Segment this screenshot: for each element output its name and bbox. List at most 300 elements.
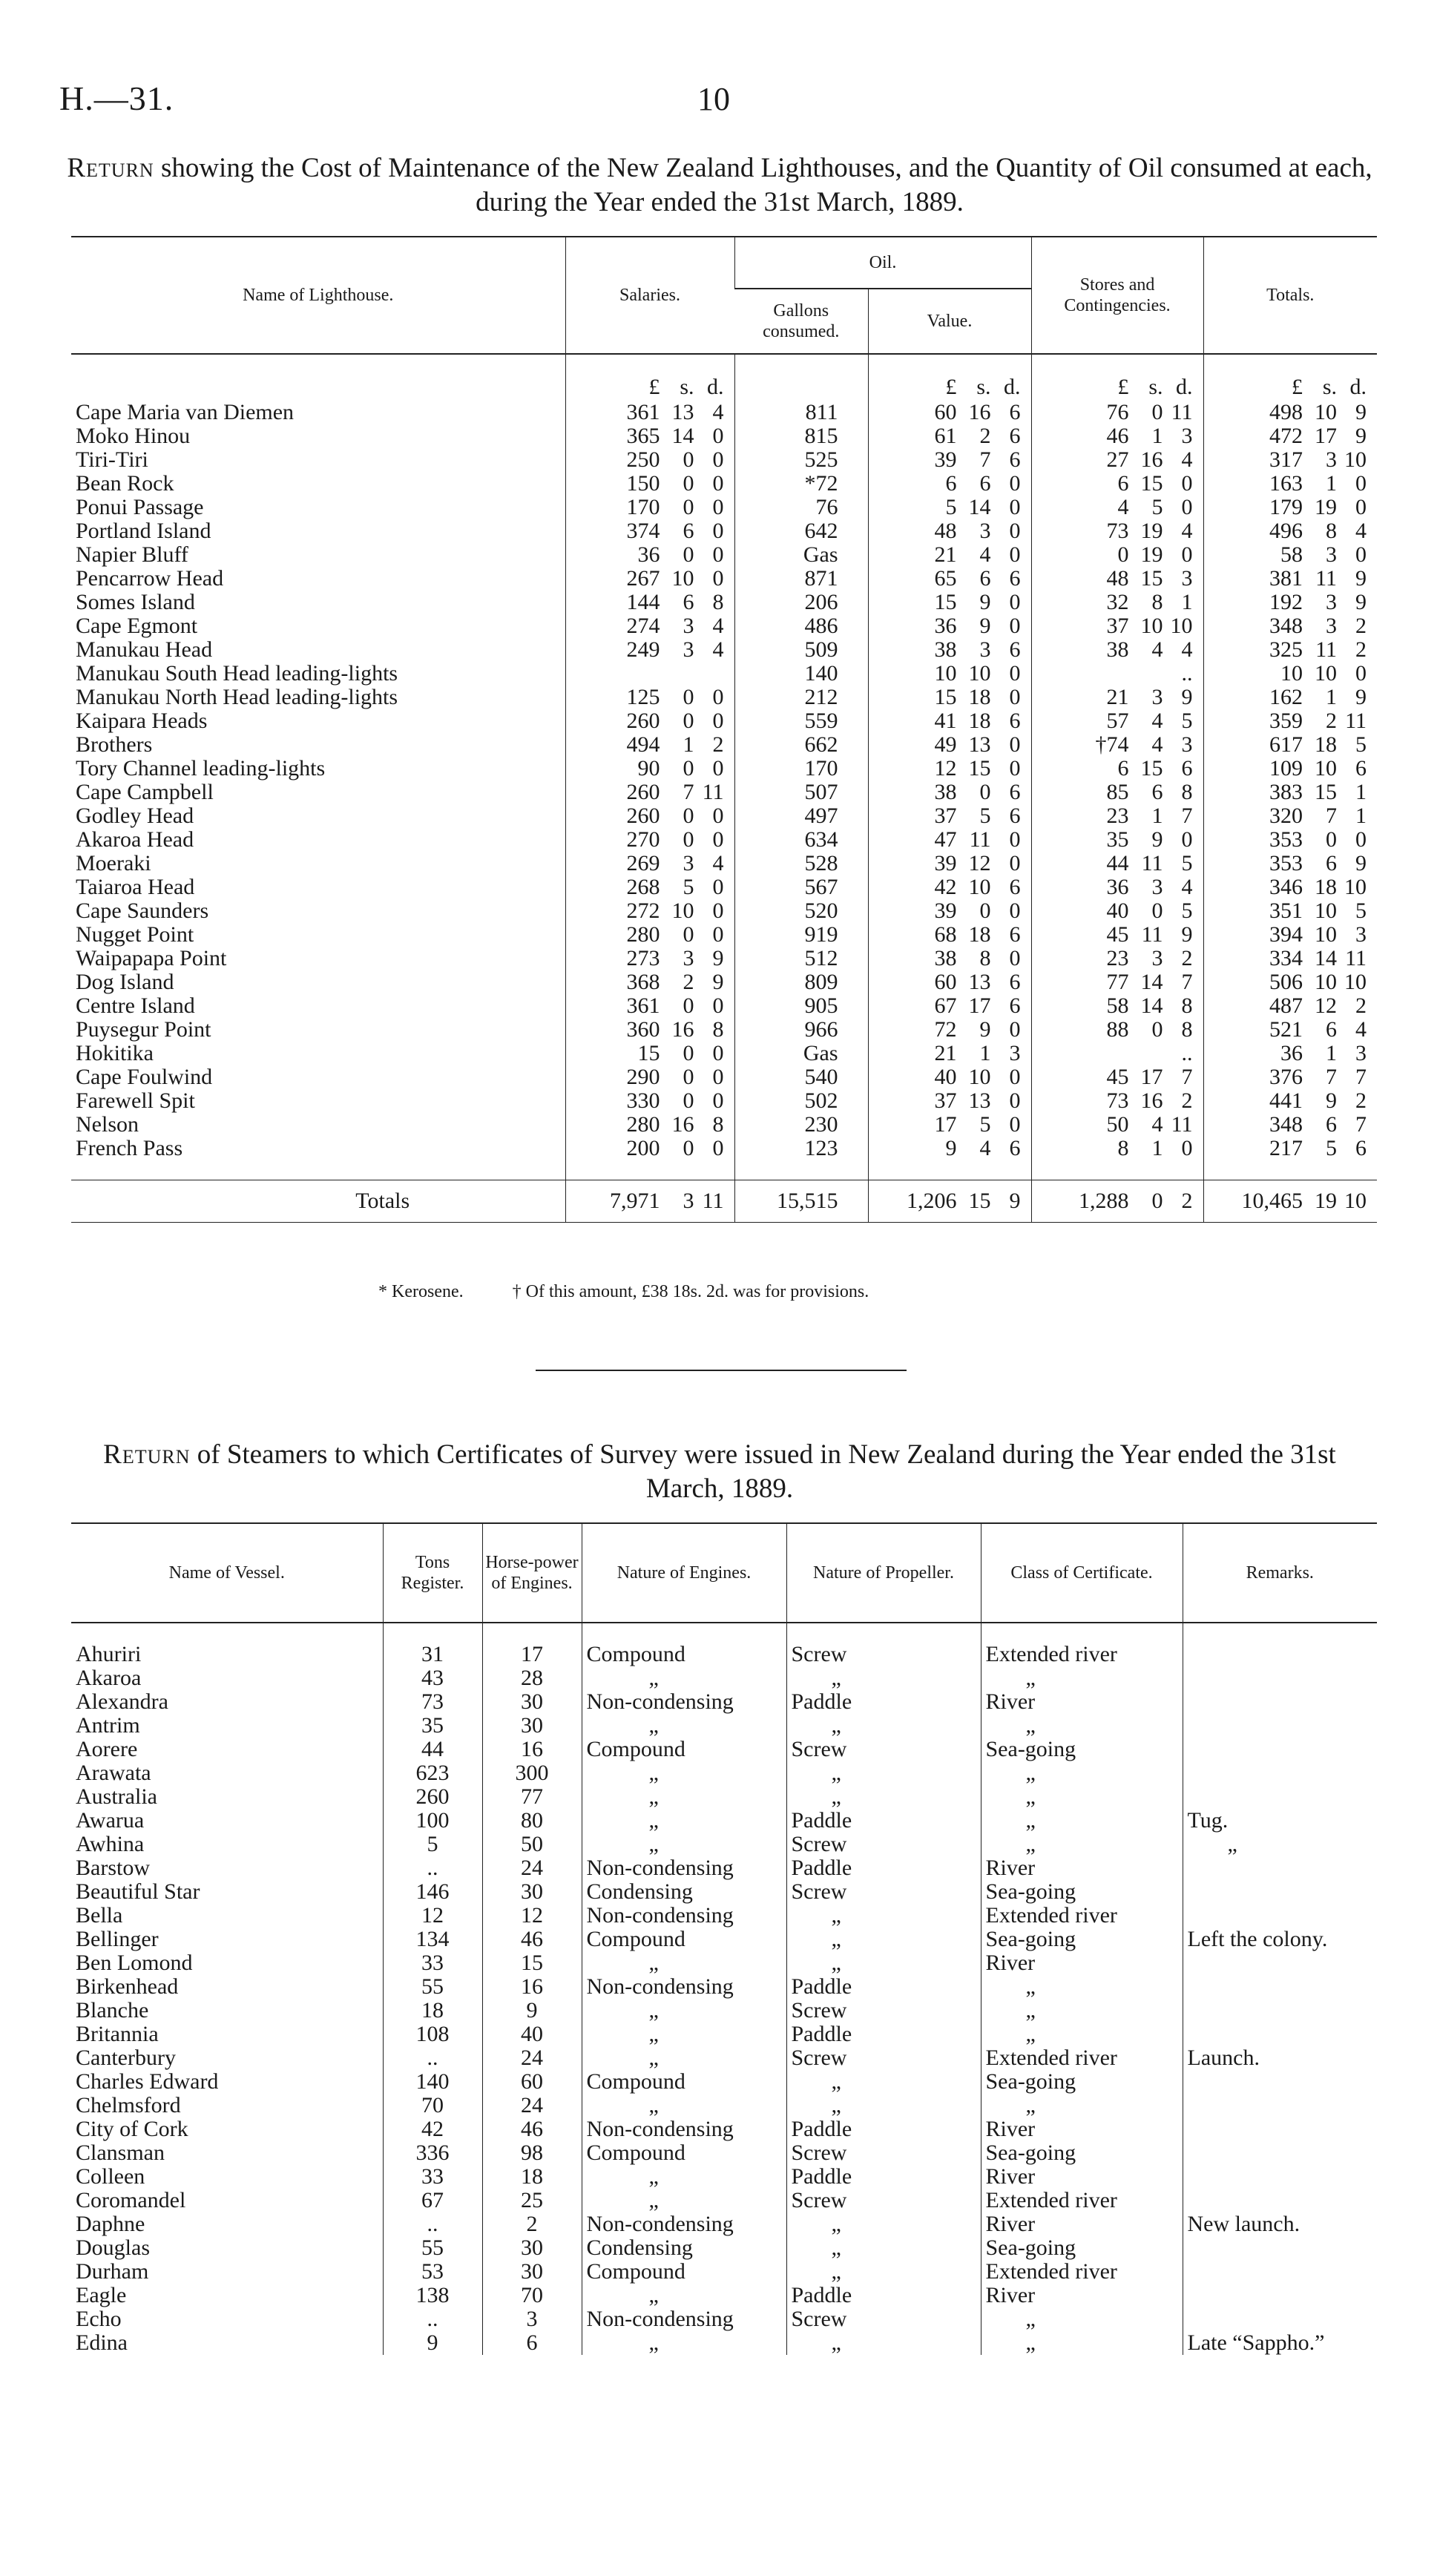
nature-engines: Condensing <box>582 1880 786 1904</box>
nature-propeller: „ <box>786 2070 981 2094</box>
money-part: 0 <box>712 519 724 543</box>
stores-value <box>1031 757 1203 781</box>
table-row <box>71 804 1377 828</box>
money-part: 0 <box>712 828 724 852</box>
vessel-name: Coromandel <box>76 2189 186 2212</box>
certificate-class: „ <box>981 2331 1183 2355</box>
salaries-value <box>565 923 734 947</box>
nature-propeller: Screw <box>786 1880 981 1904</box>
money-part: 60 <box>934 970 957 994</box>
table-row <box>71 448 1377 472</box>
money-part: 6 <box>1009 424 1021 448</box>
money-part: 0 <box>683 757 694 781</box>
money-part: 39 <box>934 899 957 923</box>
money-unit: £ <box>1292 375 1303 399</box>
tons-register: 12 <box>383 1904 482 1928</box>
money-part: 617 <box>1269 733 1303 757</box>
money-part: 50 <box>1106 1113 1129 1137</box>
money-part: 5 <box>1355 899 1367 923</box>
gallons-value: 634 <box>734 828 868 852</box>
remarks <box>1183 1785 1377 1809</box>
remarks <box>1183 1690 1377 1714</box>
money-part: 8 <box>712 1113 724 1137</box>
money-part: 2 <box>1181 947 1193 970</box>
oil-value <box>868 1113 1031 1137</box>
gallons-value: 567 <box>734 875 868 899</box>
salaries-value <box>565 709 734 733</box>
oil-value <box>868 614 1031 638</box>
tons-register: .. <box>383 2212 482 2236</box>
money-part: 4 <box>1181 875 1193 899</box>
nature-engines: „ <box>582 1951 786 1975</box>
money-part: 7 <box>1181 970 1193 994</box>
money-part: 5 <box>979 1113 991 1137</box>
salaries-value <box>565 1113 734 1137</box>
money-part: 0 <box>712 1137 724 1160</box>
money-part: 144 <box>626 591 660 614</box>
stores-value <box>1031 567 1203 591</box>
money-part: 2 <box>979 424 991 448</box>
lighthouse-name: Tory Channel leading-lights <box>76 757 326 781</box>
money-part: 5 <box>945 496 957 519</box>
certificate-class: „ <box>981 1714 1183 1738</box>
oil-value <box>868 994 1031 1018</box>
total-value <box>1203 1065 1377 1089</box>
money-part: 4 <box>1181 519 1193 543</box>
col-vessel-name: Name of Vessel. <box>71 1523 383 1623</box>
remarks <box>1183 1761 1377 1785</box>
certificate-class: „ <box>981 1833 1183 1856</box>
caption-lead: Return <box>103 1439 191 1470</box>
horse-power: 77 <box>482 1785 582 1809</box>
nature-engines: Non-condensing <box>582 1856 786 1880</box>
money-part: 0 <box>712 923 724 947</box>
money-part: 15 <box>934 591 957 614</box>
table-row <box>71 2212 1377 2236</box>
table-row <box>71 1951 1377 1975</box>
lighthouse-name: Manukau Head <box>76 638 213 662</box>
money-part: 19 <box>1140 519 1163 543</box>
money-part: 4 <box>1151 1113 1163 1137</box>
tons-register: 33 <box>383 1951 482 1975</box>
gallons-value: 871 <box>734 567 868 591</box>
money-part: 44 <box>1106 852 1129 875</box>
money-part: 0 <box>683 686 694 709</box>
table-row <box>71 1975 1377 1999</box>
money-part: 0 <box>1009 519 1021 543</box>
section-divider <box>536 1370 907 1371</box>
table-row <box>71 424 1377 448</box>
money-part: 4 <box>1117 496 1129 519</box>
table-row <box>71 923 1377 947</box>
vessel-name: Chelmsford <box>76 2094 181 2117</box>
money-part: 14 <box>1140 970 1163 994</box>
money-part: 1 <box>1326 472 1338 496</box>
table-row <box>71 757 1377 781</box>
salaries-value <box>565 1042 734 1065</box>
money-part: 47 <box>934 828 957 852</box>
money-part: 1 <box>683 733 694 757</box>
vessel-name: City of Cork <box>76 2117 188 2141</box>
money-part: 3 <box>1355 923 1367 947</box>
money-part: 7,971 <box>610 1189 660 1213</box>
tons-register: 44 <box>383 1738 482 1761</box>
money-part: 15 <box>968 757 991 781</box>
money-part: 8 <box>1151 591 1163 614</box>
money-part: 334 <box>1269 947 1303 970</box>
money-part: 4 <box>979 543 991 567</box>
totals-row <box>71 1180 1377 1223</box>
certificate-class: „ <box>981 1761 1183 1785</box>
money-part: 2 <box>1355 638 1367 662</box>
document-reference: H.—31. <box>59 79 174 117</box>
remarks: Launch. <box>1183 2046 1377 2070</box>
gallons-value: 642 <box>734 519 868 543</box>
money-part: 1 <box>1355 781 1367 804</box>
stores-value <box>1031 804 1203 828</box>
money-part: 6 <box>683 591 694 614</box>
money-part: 45 <box>1106 923 1129 947</box>
money-part: 42 <box>934 875 957 899</box>
col-lighthouse-name: Name of Lighthouse. <box>71 237 565 354</box>
stores-value <box>1031 781 1203 804</box>
totals-stores-value <box>1031 1180 1203 1223</box>
vessel-name: Australia <box>76 1785 157 1809</box>
vessel-name: Bella <box>76 1904 123 1928</box>
oil-value <box>868 662 1031 686</box>
tons-register: .. <box>383 2307 482 2331</box>
money-part: 11 <box>1171 1113 1193 1137</box>
tons-register: .. <box>383 1856 482 1880</box>
lighthouse-name: Akaroa Head <box>76 828 194 852</box>
money-part: 2 <box>1355 614 1367 638</box>
stores-value <box>1031 424 1203 448</box>
money-part: 10 <box>671 899 694 923</box>
money-part: 0 <box>1151 401 1163 424</box>
gallons-value: 559 <box>734 709 868 733</box>
horse-power: 28 <box>482 1666 582 1690</box>
gallons-value: 212 <box>734 686 868 709</box>
money-part: 6 <box>979 567 991 591</box>
money-part: 0 <box>1181 472 1193 496</box>
table-row <box>71 875 1377 899</box>
money-part: 5 <box>979 804 991 828</box>
money-part: 0 <box>1009 591 1021 614</box>
table-row <box>71 2046 1377 2070</box>
money-part: 17 <box>934 1113 957 1137</box>
salaries-value <box>565 424 734 448</box>
money-part: 0 <box>683 1065 694 1089</box>
money-part: 325 <box>1269 638 1303 662</box>
money-part: 0 <box>683 1137 694 1160</box>
money-part: 0 <box>712 496 724 519</box>
money-part: 10 <box>1315 923 1338 947</box>
money-part: 8 <box>712 1018 724 1042</box>
money-part: 3 <box>979 638 991 662</box>
money-part: 330 <box>626 1089 660 1113</box>
total-value <box>1203 686 1377 709</box>
money-part: 0 <box>712 1065 724 1089</box>
money-part: 381 <box>1269 567 1303 591</box>
money-part: 14 <box>1140 994 1163 1018</box>
money-part: 23 <box>1106 804 1129 828</box>
total-value <box>1203 1018 1377 1042</box>
certificate-class: „ <box>981 1809 1183 1833</box>
stores-value <box>1031 1089 1203 1113</box>
money-part: 10 <box>1315 662 1338 686</box>
stores-value <box>1031 994 1203 1018</box>
lighthouse-footnotes <box>378 1282 913 1302</box>
nature-propeller: „ <box>786 2331 981 2355</box>
money-part: 5 <box>683 875 694 899</box>
money-part: 2 <box>1355 1089 1367 1113</box>
money-part: 0 <box>1181 1137 1193 1160</box>
money-part: 353 <box>1269 828 1303 852</box>
money-part: 9 <box>1355 424 1367 448</box>
money-part: 6 <box>1009 875 1021 899</box>
money-part: 0 <box>1181 543 1193 567</box>
money-unit: d. <box>707 375 724 399</box>
col-tons-register: Tons Register. <box>383 1523 482 1623</box>
money-part: 3 <box>683 638 694 662</box>
money-part: 0 <box>683 828 694 852</box>
total-value <box>1203 1137 1377 1160</box>
money-part: 472 <box>1269 424 1303 448</box>
money-part: 18 <box>1315 875 1338 899</box>
col-salaries: Salaries. <box>565 237 734 354</box>
money-part: 280 <box>626 923 660 947</box>
nature-propeller: Paddle <box>786 1856 981 1880</box>
money-part: 61 <box>934 424 957 448</box>
tons-register: 138 <box>383 2284 482 2307</box>
money-part: 40 <box>934 1065 957 1089</box>
horse-power: 30 <box>482 2236 582 2260</box>
nature-engines: Compound <box>582 1643 786 1666</box>
oil-value <box>868 1065 1031 1089</box>
money-part: 6 <box>1009 567 1021 591</box>
money-part: 16 <box>1140 448 1163 472</box>
oil-value <box>868 709 1031 733</box>
oil-value <box>868 638 1031 662</box>
money-part: 267 <box>626 567 660 591</box>
table-row <box>71 1928 1377 1951</box>
total-value <box>1203 496 1377 519</box>
oil-value <box>868 543 1031 567</box>
stores-value <box>1031 448 1203 472</box>
money-part: 163 <box>1269 472 1303 496</box>
nature-propeller: Screw <box>786 1738 981 1761</box>
steamer-return-caption <box>62 1438 1377 1506</box>
remarks <box>1183 2023 1377 2046</box>
tons-register: 73 <box>383 1690 482 1714</box>
money-part: 3 <box>683 614 694 638</box>
money-part: 6 <box>1151 781 1163 804</box>
money-part: 3 <box>683 852 694 875</box>
totals-label: Totals <box>71 1180 565 1223</box>
money-part: 0 <box>712 448 724 472</box>
total-value <box>1203 638 1377 662</box>
money-part: 0 <box>712 424 724 448</box>
nature-engines: Compound <box>582 2070 786 2094</box>
col-oil: Oil. <box>734 237 1031 289</box>
money-part: 0 <box>1151 899 1163 923</box>
oil-value <box>868 1042 1031 1065</box>
table-row <box>71 1833 1377 1856</box>
salaries-value <box>565 662 734 686</box>
table-row <box>71 709 1377 733</box>
vessel-name: Clansman <box>76 2141 165 2165</box>
nature-propeller: „ <box>786 1951 981 1975</box>
total-value <box>1203 1113 1377 1137</box>
money-part: 109 <box>1269 757 1303 781</box>
money-part: 36 <box>637 543 660 567</box>
total-value <box>1203 947 1377 970</box>
footnote-provisions: † Of this amount, £38 18s. 2d. was for provisions. <box>512 1282 869 1301</box>
money-part: 10 <box>1315 970 1338 994</box>
money-part: 260 <box>626 781 660 804</box>
caption-text: showing the Cost of Maintenance of the New Zealand Lighthouses, and the Quantity of Oil consumed at each, during the Year ended the 31st March, 1889. <box>160 153 1372 217</box>
nature-propeller: Screw <box>786 2141 981 2165</box>
money-part: 0 <box>1009 686 1021 709</box>
money-part: 7 <box>1355 1065 1367 1089</box>
table-row <box>71 686 1377 709</box>
money-part: 16 <box>1140 1089 1163 1113</box>
money-part: 7 <box>683 781 694 804</box>
nature-propeller: „ <box>786 2094 981 2117</box>
money-part: 0 <box>1009 1018 1021 1042</box>
money-part: 0 <box>712 1089 724 1113</box>
horse-power: 16 <box>482 1738 582 1761</box>
gallons-value: 966 <box>734 1018 868 1042</box>
money-part: 506 <box>1269 970 1303 994</box>
horse-power: 60 <box>482 2070 582 2094</box>
nature-propeller: Screw <box>786 2307 981 2331</box>
money-part: 3 <box>1326 448 1338 472</box>
money-part: 73 <box>1106 519 1129 543</box>
money-part: 11 <box>1345 947 1367 970</box>
stores-value <box>1031 828 1203 852</box>
oil-value <box>868 828 1031 852</box>
total-value <box>1203 923 1377 947</box>
lighthouse-name: Cape Foulwind <box>76 1065 213 1089</box>
money-part: 0 <box>1181 828 1193 852</box>
money-part: 3 <box>683 1189 694 1213</box>
table-row <box>71 1089 1377 1113</box>
remarks: New launch. <box>1183 2212 1377 2236</box>
money-part: 16 <box>671 1018 694 1042</box>
salaries-value <box>565 448 734 472</box>
table-row <box>71 1714 1377 1738</box>
certificate-class: „ <box>981 1999 1183 2023</box>
money-part: 9 <box>1355 686 1367 709</box>
lighthouse-name: Nelson <box>76 1113 139 1137</box>
remarks <box>1183 2117 1377 2141</box>
salaries-value <box>565 543 734 567</box>
money-part: 1 <box>1355 804 1367 828</box>
money-part: 8 <box>1326 519 1338 543</box>
money-part: 5 <box>1355 733 1367 757</box>
caption-lead: Return <box>67 153 154 183</box>
remarks <box>1183 2141 1377 2165</box>
table-row <box>71 1999 1377 2023</box>
footnote-kerosene: * Kerosene. <box>378 1282 464 1301</box>
tons-register: 100 <box>383 1809 482 1833</box>
nature-propeller: „ <box>786 1666 981 1690</box>
vessel-name: Eagle <box>76 2284 127 2307</box>
money-part: 7 <box>1181 1065 1193 1089</box>
money-part: †74 <box>1095 733 1129 757</box>
vessel-name: Awarua <box>76 1809 145 1833</box>
lighthouse-name: Cape Maria van Diemen <box>76 401 295 424</box>
table-row <box>71 543 1377 567</box>
money-part: 0 <box>1151 1018 1163 1042</box>
money-part: 365 <box>626 424 660 448</box>
nature-propeller: Screw <box>786 2189 981 2212</box>
money-part: 6 <box>1117 472 1129 496</box>
nature-propeller: „ <box>786 1904 981 1928</box>
total-value <box>1203 591 1377 614</box>
money-part: 14 <box>968 496 991 519</box>
certificate-class: „ <box>981 1975 1183 1999</box>
money-part: 12 <box>968 852 991 875</box>
caption-text: of Steamers to which Certificates of Survey were issued in New Zealand during the Year ended the 31st March, 1889. <box>197 1439 1336 1504</box>
money-part: 0 <box>1355 496 1367 519</box>
money-part: 15 <box>934 686 957 709</box>
money-part: 0 <box>712 543 724 567</box>
col-totals: Totals. <box>1203 237 1377 354</box>
lighthouse-name: Ponui Passage <box>76 496 204 519</box>
oil-value <box>868 567 1031 591</box>
nature-propeller: Screw <box>786 1833 981 1856</box>
lighthouse-name: Somes Island <box>76 591 195 614</box>
money-part: 15 <box>968 1189 991 1213</box>
nature-propeller: Paddle <box>786 1690 981 1714</box>
oil-value <box>868 899 1031 923</box>
money-unit: s. <box>1322 375 1338 399</box>
money-part: 11 <box>969 828 991 852</box>
remarks <box>1183 2189 1377 2212</box>
money-part: 368 <box>626 970 660 994</box>
money-part: 0 <box>683 923 694 947</box>
money-part: 21 <box>934 543 957 567</box>
nature-engines: „ <box>582 2094 786 2117</box>
money-part: 8 <box>979 947 991 970</box>
total-value <box>1203 852 1377 875</box>
money-part: 18 <box>968 709 991 733</box>
nature-engines: Non-condensing <box>582 1975 786 1999</box>
tons-register: 31 <box>383 1643 482 1666</box>
money-part: 38 <box>1106 638 1129 662</box>
horse-power: 98 <box>482 2141 582 2165</box>
money-part: 72 <box>934 1018 957 1042</box>
vessel-name: Barstow <box>76 1856 150 1880</box>
money-part: 14 <box>671 424 694 448</box>
oil-value <box>868 781 1031 804</box>
gallons-value: 528 <box>734 852 868 875</box>
money-part: 394 <box>1269 923 1303 947</box>
money-part: 0 <box>1009 662 1021 686</box>
money-unit: s. <box>976 375 991 399</box>
money-part: 60 <box>934 401 957 424</box>
nature-engines: „ <box>582 2023 786 2046</box>
money-part: 3 <box>683 947 694 970</box>
table-row <box>71 401 1377 424</box>
stores-value <box>1031 709 1203 733</box>
totals-oil-value <box>868 1180 1031 1223</box>
money-part: 9 <box>1326 1089 1338 1113</box>
money-part: 4 <box>1151 733 1163 757</box>
salaries-value <box>565 899 734 923</box>
